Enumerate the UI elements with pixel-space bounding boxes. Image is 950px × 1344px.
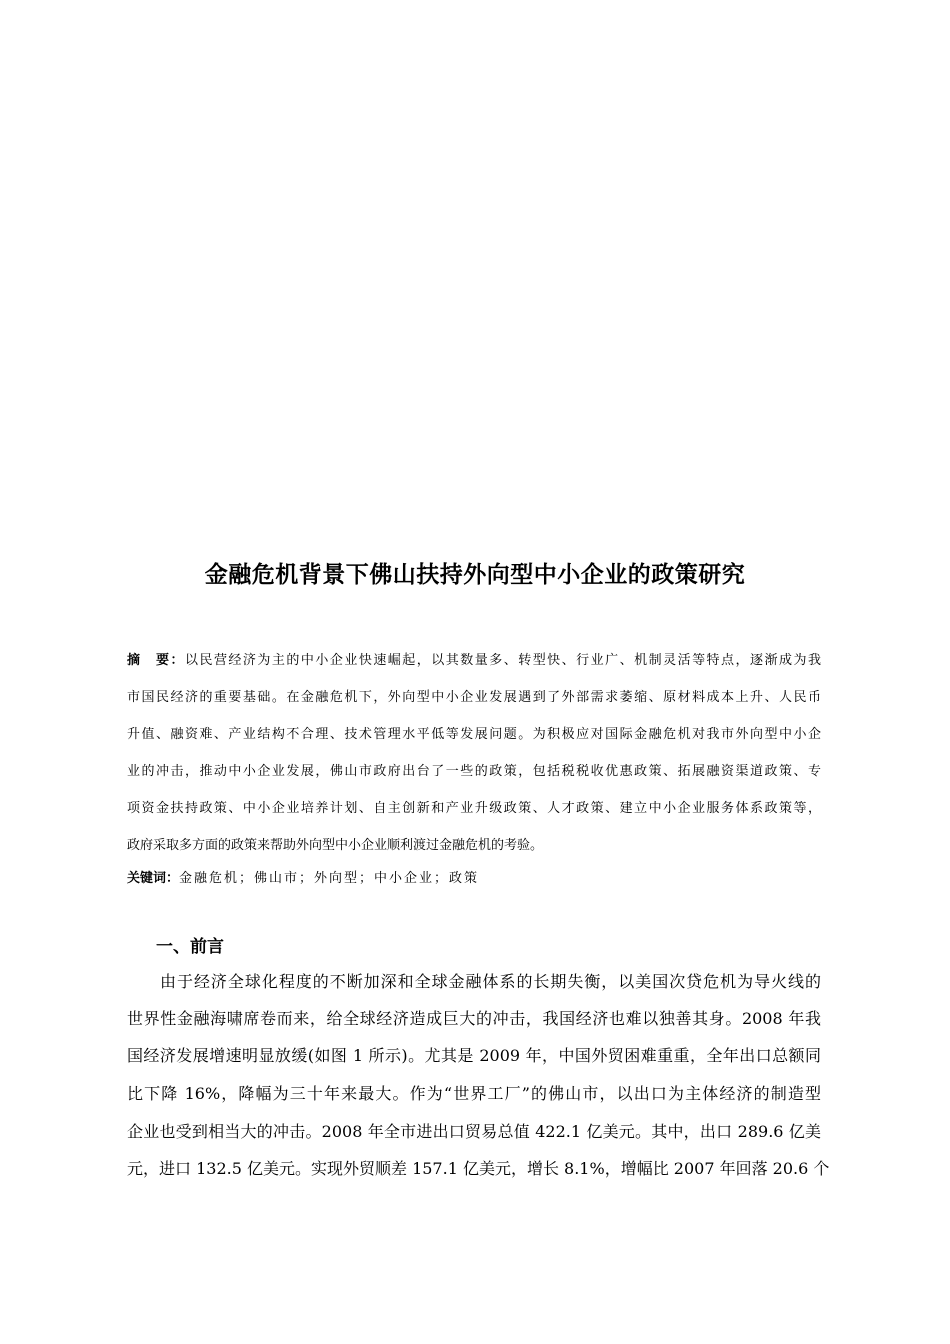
- abstract-line: [127, 652, 821, 670]
- abstract-label: 摘 要：: [127, 653, 185, 668]
- keywords: [127, 870, 479, 888]
- abstract-line: 政府采取多方面的政策来帮助外向型中小企业顺利渡过金融危机的考验。: [127, 838, 544, 853]
- paragraph-line: 世界性金融海啸席卷而来，给全球经济造成巨大的冲击，我国经济也难以独善其身。2008 年我: [127, 1009, 821, 1028]
- page-title: 金融危机背景下佛山扶持外向型中小企业的政策研究: [204, 562, 746, 588]
- section-heading: 一、前言: [156, 937, 224, 957]
- paragraph-line: 元，进口 132.5 亿美元。实现外贸顺差 157.1 亿美元，增长 8.1%，增幅比 2007 年回落 20.6 个: [127, 1159, 830, 1178]
- paragraph-line: 企业也受到相当大的冲击。2008 年全市进出口贸易总值 422.1 亿美元。其中，出口 289.6 亿美: [127, 1122, 821, 1141]
- keywords-text: 金融危机；佛山市；外向型；中小企业；政策: [179, 871, 480, 886]
- abstract-line: 升值、融资难、产业结构不合理、技术管理水平低等发展问题。为积极应对国际金融危机对我市外向型中小企: [127, 727, 821, 742]
- abstract-line: 市国民经济的重要基础。在金融危机下，外向型中小企业发展遇到了外部需求萎缩、原材料成本上升、人民币: [127, 690, 821, 705]
- paragraph-line: 由于经济全球化程度的不断加深和全球金融体系的长期失衡，以美国次贷危机为导火线的: [160, 972, 821, 991]
- keywords-label: 关键词：: [127, 871, 180, 886]
- abstract-text: 以民营经济为主的中小企业快速崛起，以其数量多、转型快、行业广、机制灵活等特点，逐渐成为我: [184, 653, 821, 668]
- paragraph-line: 国经济发展增速明显放缓(如图 1 所示)。尤其是 2009 年，中国外贸困难重重，全年出口总额同: [127, 1046, 821, 1065]
- paragraph-line: 比下降 16%，降幅为三十年来最大。作为“世界工厂”的佛山市，以出口为主体经济的制造型: [127, 1084, 821, 1103]
- abstract-line: 业的冲击，推动中小企业发展，佛山市政府出台了一些的政策，包括税税收优惠政策、拓展融资渠道政策、专: [127, 764, 821, 779]
- abstract-line: 项资金扶持政策、中小企业培养计划、自主创新和产业升级政策、人才政策、建立中小企业服务体系政策等，: [127, 801, 821, 816]
